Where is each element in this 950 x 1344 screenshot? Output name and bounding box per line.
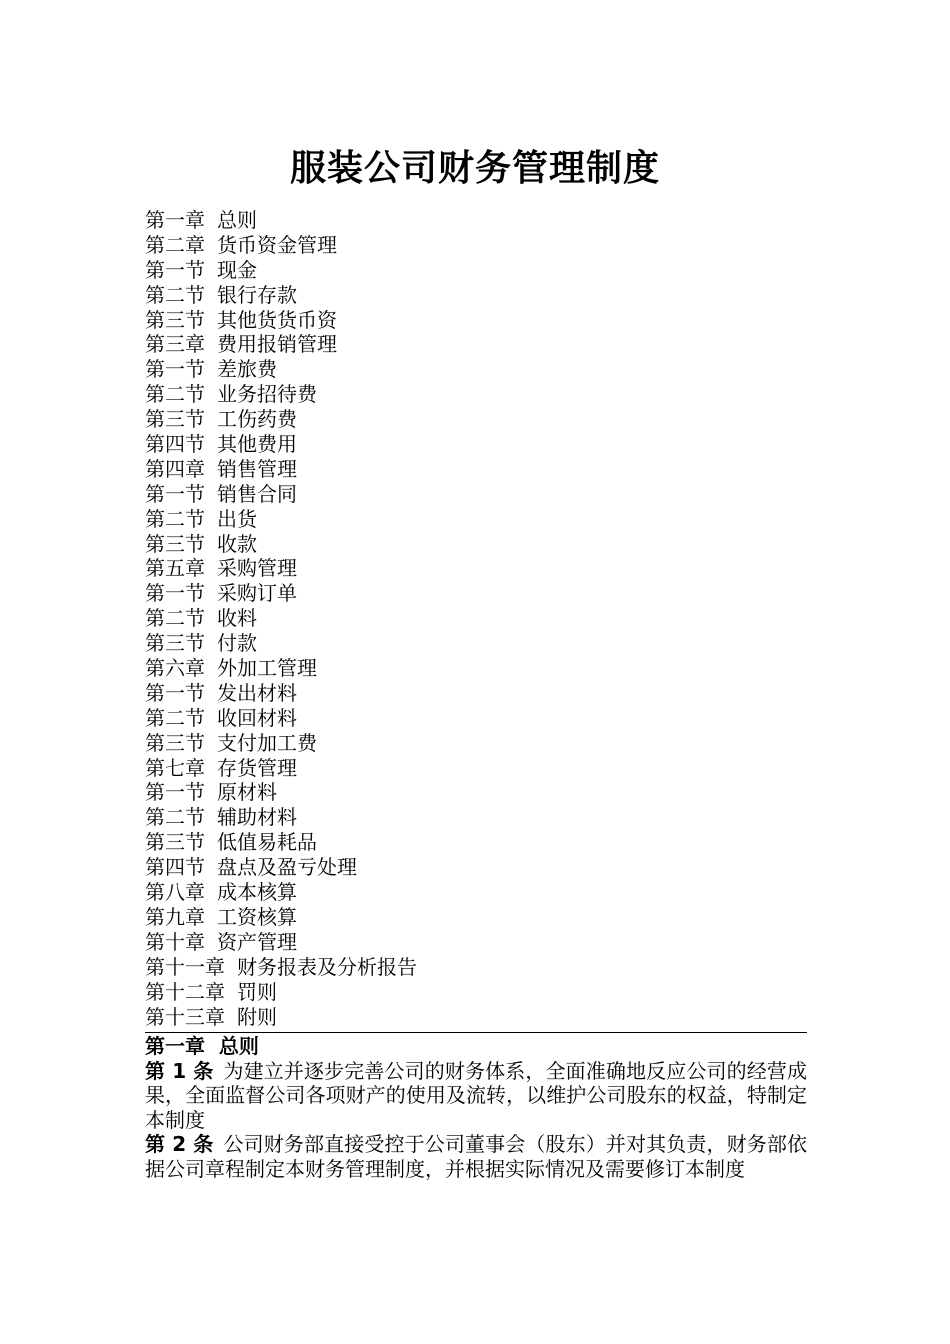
toc-item bbox=[145, 357, 807, 382]
section-divider bbox=[145, 1032, 807, 1033]
toc-text: 辅助材料 bbox=[217, 805, 297, 830]
toc-number: 第一节 bbox=[145, 581, 205, 606]
toc-item bbox=[145, 855, 807, 880]
toc-item bbox=[145, 332, 807, 357]
document-title: 服装公司财务管理制度 bbox=[289, 148, 660, 189]
article-1 bbox=[145, 1059, 807, 1133]
toc-text: 工资核算 bbox=[217, 904, 297, 929]
chapter-1-heading: 第一章 总则 bbox=[145, 1034, 259, 1058]
toc-number: 第四节 bbox=[145, 855, 205, 880]
toc-text: 外加工管理 bbox=[217, 656, 317, 681]
toc-item bbox=[145, 606, 807, 631]
toc-item bbox=[145, 556, 807, 581]
toc-number: 第三节 bbox=[145, 531, 205, 556]
toc-number: 第二节 bbox=[145, 506, 205, 531]
toc-text: 销售合同 bbox=[217, 481, 297, 506]
toc-number: 第十章 bbox=[145, 929, 205, 954]
toc-item bbox=[145, 731, 807, 756]
toc-text: 罚则 bbox=[237, 979, 277, 1004]
toc-number: 第二节 bbox=[145, 705, 205, 730]
toc-text: 发出材料 bbox=[217, 680, 297, 705]
toc-item bbox=[145, 457, 807, 482]
toc-text: 工伤药费 bbox=[217, 407, 297, 432]
toc-item bbox=[145, 432, 807, 457]
toc-text: 其他货货币资 bbox=[217, 307, 337, 332]
article-1-text: 为建立并逐步完善公司的财务体系，全面准确地反应公司的经营成果，全面监督公司各项财产的使用及流转，以维护公司股东的权益，特制定本制度 bbox=[145, 1058, 808, 1132]
toc-item bbox=[145, 507, 807, 532]
toc-item bbox=[145, 407, 807, 432]
toc-item bbox=[145, 532, 807, 557]
toc-text: 资产管理 bbox=[217, 929, 297, 954]
toc-text: 差旅费 bbox=[217, 357, 277, 382]
toc-text: 货币资金管理 bbox=[217, 232, 337, 257]
toc-text: 采购订单 bbox=[217, 581, 297, 606]
toc-item bbox=[145, 930, 807, 955]
toc-item bbox=[145, 805, 807, 830]
toc-text: 低值易耗品 bbox=[217, 830, 317, 855]
toc-item bbox=[145, 581, 807, 606]
toc-number: 第二节 bbox=[145, 805, 205, 830]
toc-number: 第六章 bbox=[145, 656, 205, 681]
toc-text: 收回材料 bbox=[217, 705, 297, 730]
toc-number: 第一节 bbox=[145, 680, 205, 705]
toc-text: 销售管理 bbox=[217, 456, 297, 481]
toc-item bbox=[145, 1005, 807, 1030]
toc-text: 成本核算 bbox=[217, 880, 297, 905]
toc-text: 业务招待费 bbox=[217, 382, 317, 407]
toc-item bbox=[145, 955, 807, 980]
toc-number: 第三节 bbox=[145, 830, 205, 855]
toc-item bbox=[145, 308, 807, 333]
toc-number: 第一节 bbox=[145, 780, 205, 805]
toc-text: 收料 bbox=[217, 606, 257, 631]
toc-item bbox=[145, 756, 807, 781]
toc-text: 存货管理 bbox=[217, 755, 297, 780]
toc-text: 支付加工费 bbox=[217, 730, 317, 755]
toc-number: 第九章 bbox=[145, 904, 205, 929]
toc-item bbox=[145, 681, 807, 706]
toc-item bbox=[145, 283, 807, 308]
toc-number: 第四章 bbox=[145, 456, 205, 481]
toc-item bbox=[145, 233, 807, 258]
toc-item bbox=[145, 980, 807, 1005]
toc-number: 第二节 bbox=[145, 606, 205, 631]
toc-item bbox=[145, 780, 807, 805]
toc-text: 费用报销管理 bbox=[217, 332, 337, 357]
toc-text: 附则 bbox=[237, 1004, 277, 1029]
toc-number: 第二章 bbox=[145, 232, 205, 257]
toc-item bbox=[145, 482, 807, 507]
toc-item bbox=[145, 631, 807, 656]
toc-number: 第三章 bbox=[145, 332, 205, 357]
toc-number: 第三节 bbox=[145, 631, 205, 656]
toc-text: 盘点及盈亏处理 bbox=[217, 855, 357, 880]
toc-number: 第八章 bbox=[145, 880, 205, 905]
toc-number: 第七章 bbox=[145, 755, 205, 780]
table-of-contents bbox=[145, 208, 807, 1029]
toc-text: 财务报表及分析报告 bbox=[237, 954, 417, 979]
toc-number: 第五章 bbox=[145, 556, 205, 581]
toc-number: 第二节 bbox=[145, 282, 205, 307]
toc-number: 第十一章 bbox=[145, 954, 225, 979]
toc-text: 收款 bbox=[217, 531, 257, 556]
toc-item bbox=[145, 880, 807, 905]
toc-text: 银行存款 bbox=[217, 282, 297, 307]
toc-text: 现金 bbox=[217, 257, 257, 282]
toc-item bbox=[145, 706, 807, 731]
toc-number: 第一节 bbox=[145, 257, 205, 282]
toc-text: 采购管理 bbox=[217, 556, 297, 581]
toc-number: 第三节 bbox=[145, 307, 205, 332]
toc-item bbox=[145, 382, 807, 407]
toc-item bbox=[145, 258, 807, 283]
toc-number: 第一节 bbox=[145, 481, 205, 506]
toc-text: 出货 bbox=[217, 506, 257, 531]
toc-number: 第十二章 bbox=[145, 979, 225, 1004]
toc-number: 第一节 bbox=[145, 357, 205, 382]
toc-item bbox=[145, 208, 807, 233]
toc-number: 第四节 bbox=[145, 432, 205, 457]
toc-number: 第三节 bbox=[145, 407, 205, 432]
toc-number: 第二节 bbox=[145, 382, 205, 407]
toc-item bbox=[145, 905, 807, 930]
toc-number: 第十三章 bbox=[145, 1004, 225, 1029]
chapter-1-body bbox=[145, 1034, 807, 1181]
article-2 bbox=[145, 1132, 807, 1181]
toc-text: 付款 bbox=[217, 631, 257, 656]
toc-item bbox=[145, 830, 807, 855]
article-2-text: 公司财务部直接受控于公司董事会（股东）并对其负责，财务部依据公司章程制定本财务管理制度，并根据实际情况及需要修订本制度 bbox=[145, 1132, 808, 1181]
toc-number: 第三节 bbox=[145, 730, 205, 755]
toc-number: 第一章 bbox=[145, 208, 205, 232]
article-2-label: 第 2 条 bbox=[145, 1132, 214, 1156]
toc-item bbox=[145, 656, 807, 681]
toc-text: 其他费用 bbox=[217, 432, 297, 457]
toc-text: 原材料 bbox=[217, 780, 277, 805]
article-1-label: 第 1 条 bbox=[145, 1058, 214, 1083]
toc-text: 总则 bbox=[217, 208, 257, 232]
